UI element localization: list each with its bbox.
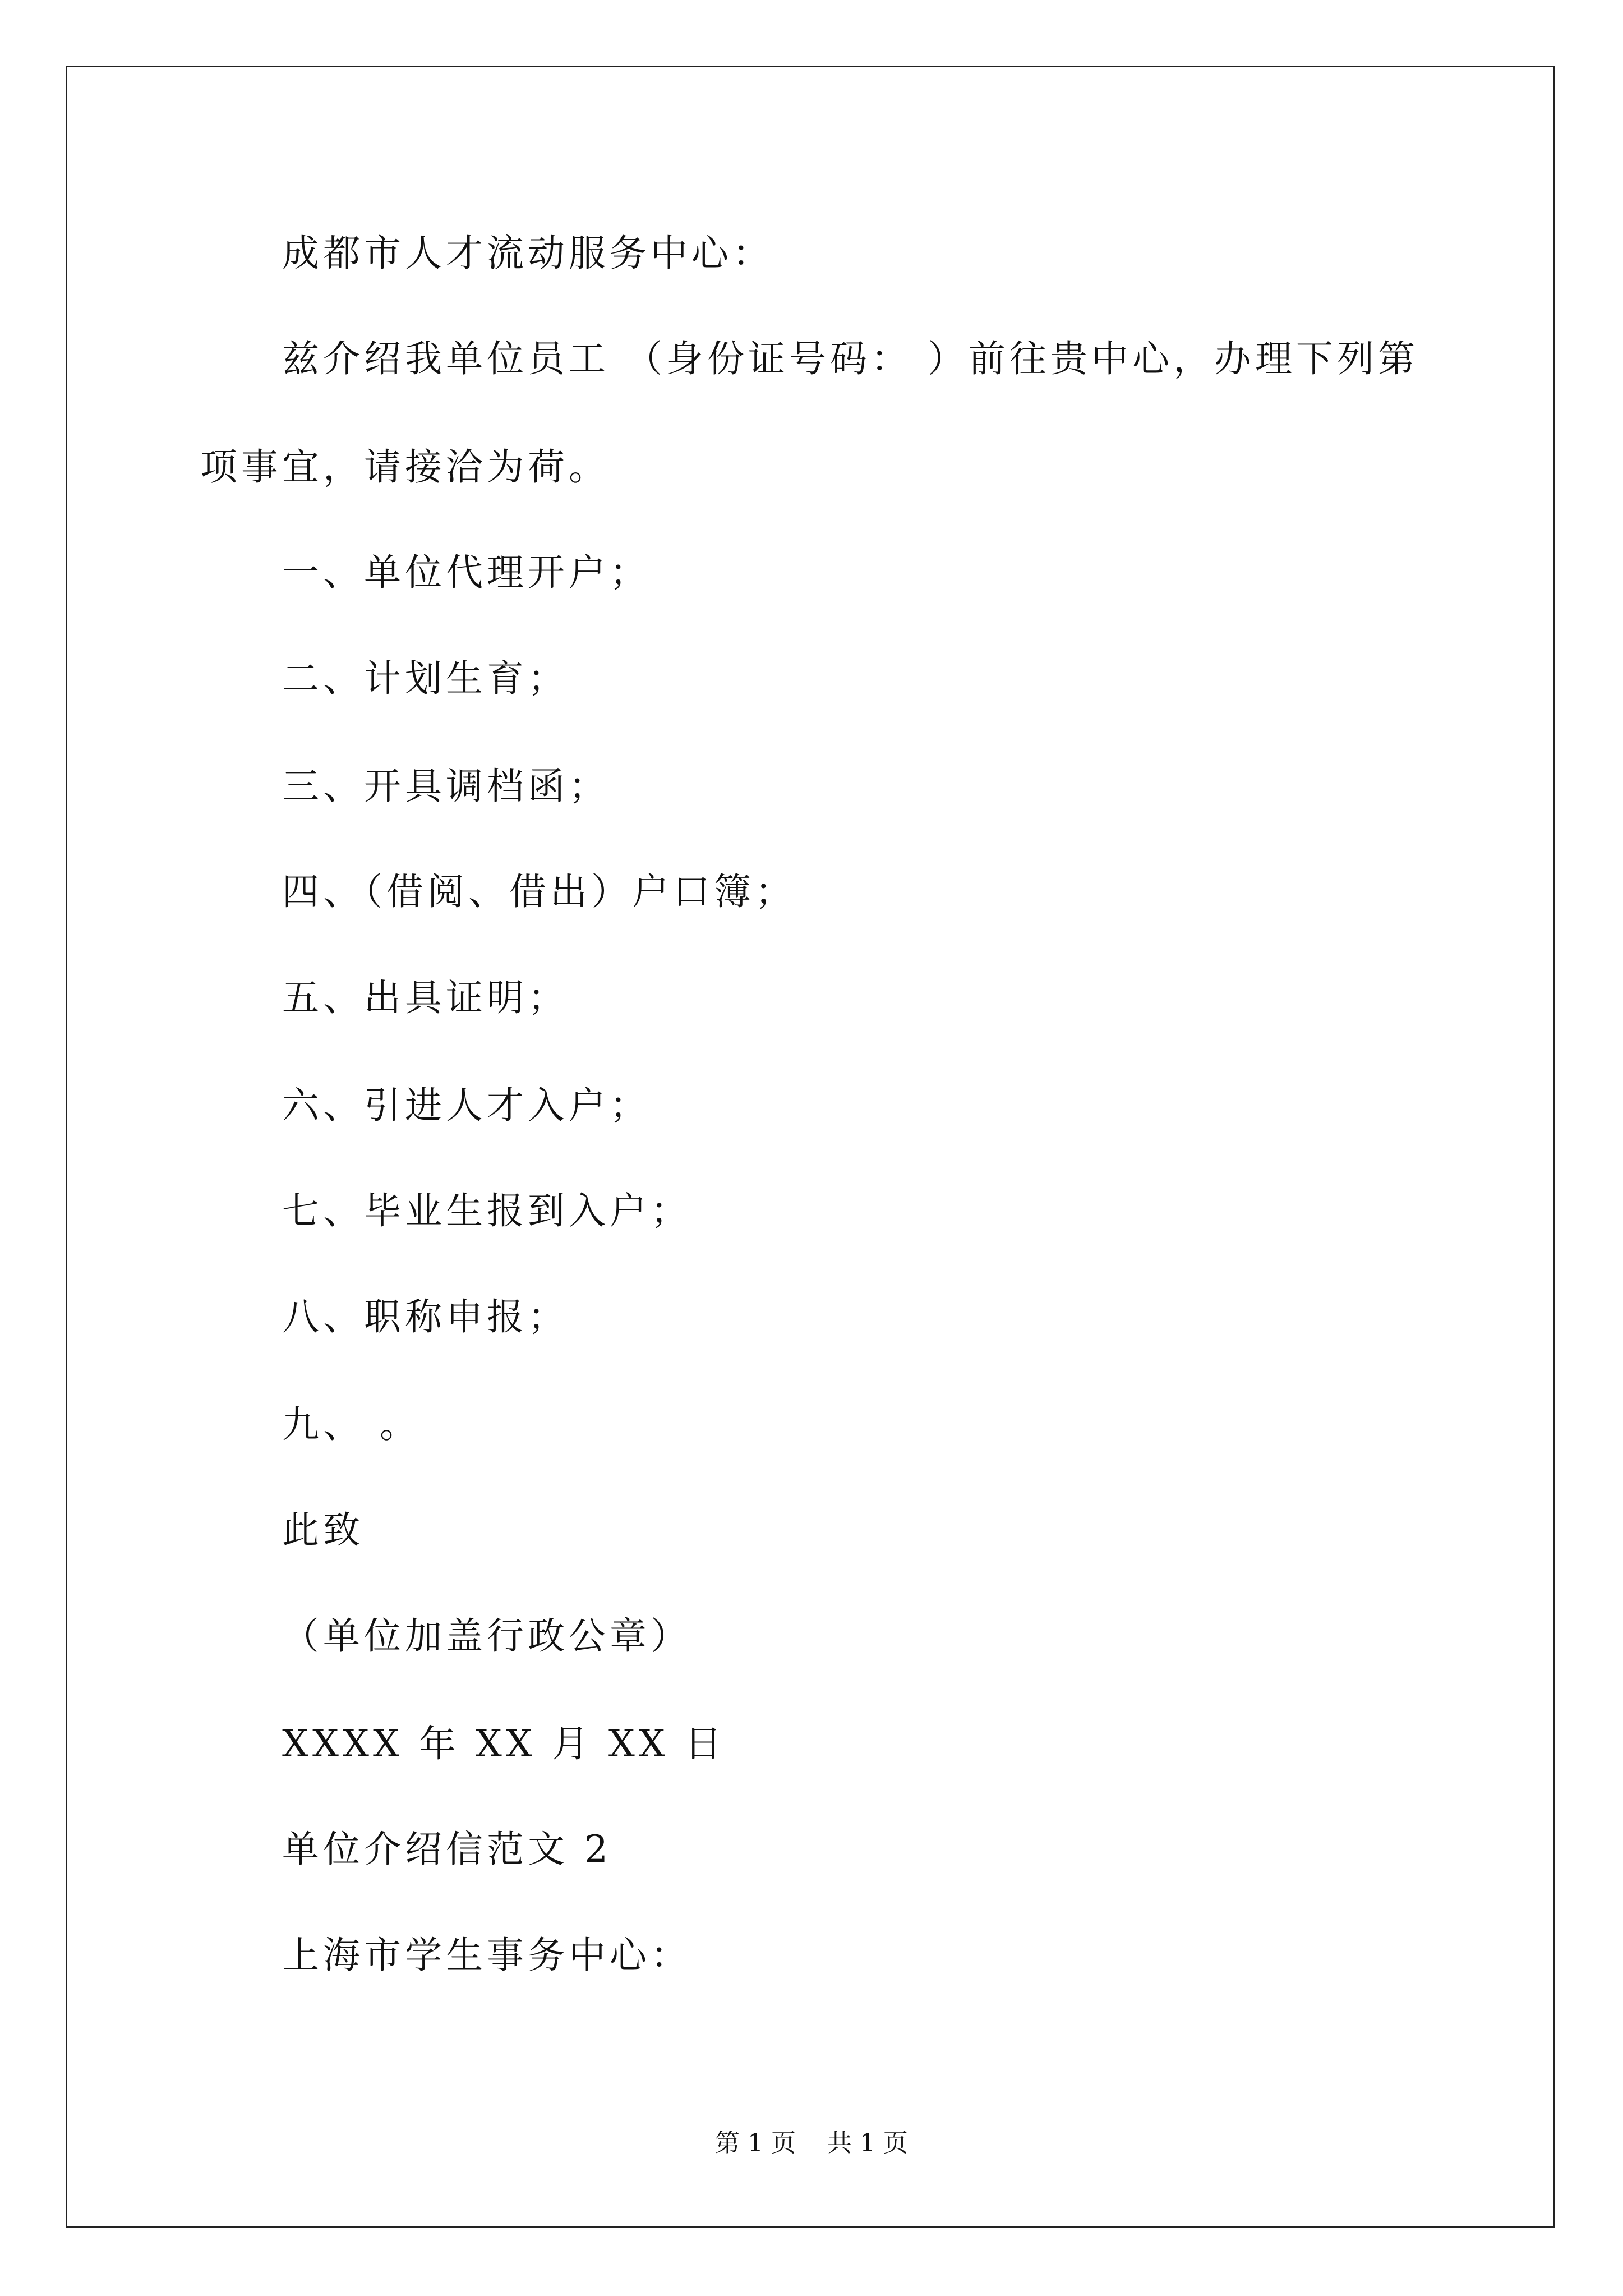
seal-note: （单位加盖行政公章） <box>282 1614 691 1658</box>
addressee-line: 成都市人才流动服务中心： <box>282 232 773 275</box>
list-item-1: 一、单位代理开户； <box>282 551 651 594</box>
closing-line: 此致 <box>282 1508 364 1552</box>
list-item-5: 五、出具证明； <box>282 976 569 1019</box>
list-item-9: 九、 。 <box>282 1403 421 1446</box>
list-item-6: 六、引进人才入户； <box>282 1084 651 1127</box>
list-item-2: 二、计划生育； <box>282 657 569 700</box>
list-item-3: 三、开具调档函； <box>282 765 610 808</box>
date-line: XXXX 年 XX 月 XX 日 <box>282 1722 726 1765</box>
intro-paragraph-line-1: 兹介绍我单位员工 （身份证号码： ）前往贵中心，办理下列第 <box>282 337 1419 380</box>
list-item-4: 四、（借阅、借出）户口簿； <box>282 870 796 913</box>
page-border <box>66 66 1555 2228</box>
list-item-8: 八、职称申报； <box>282 1295 569 1338</box>
page-number-footer: 第 1 页 共 1 页 <box>715 2129 908 2157</box>
list-item-7: 七、毕业生报到入户； <box>282 1189 691 1232</box>
section-heading: 单位介绍信范文 2 <box>282 1828 612 1871</box>
second-addressee-line: 上海市学生事务中心： <box>282 1934 691 1977</box>
intro-paragraph-line-2: 项事宜，请接洽为荷。 <box>200 445 610 489</box>
